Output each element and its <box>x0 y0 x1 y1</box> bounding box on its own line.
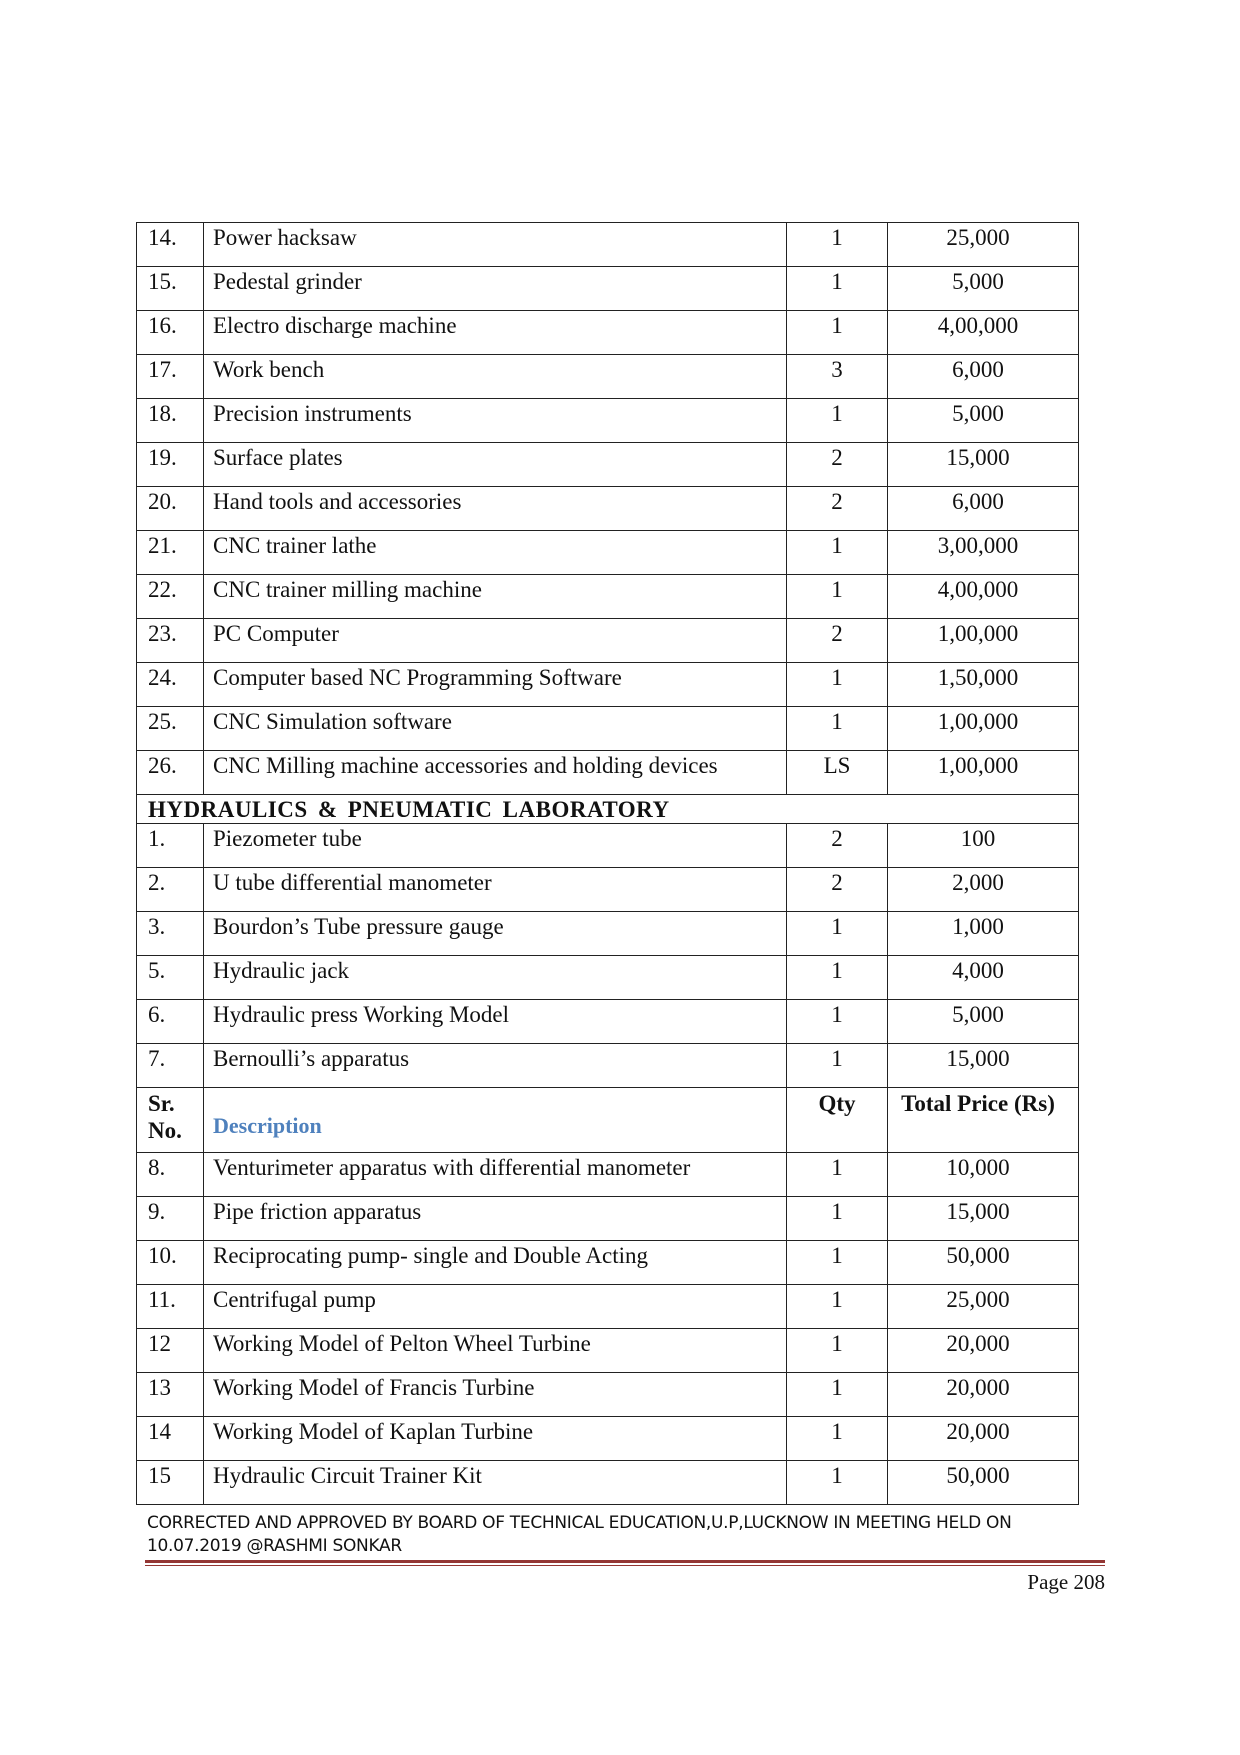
table-row <box>137 1417 1079 1461</box>
cell-total-price: 20,000 <box>888 1373 1079 1417</box>
cell-sr-no: 18. <box>137 399 204 443</box>
table-row <box>137 912 1079 956</box>
cell-sr-no: 22. <box>137 575 204 619</box>
cell-qty: 1 <box>787 1461 888 1505</box>
cell-qty: 1 <box>787 1329 888 1373</box>
table-row <box>137 1044 1079 1088</box>
table-row <box>137 1373 1079 1417</box>
cell-description: Computer based NC Programming Software <box>204 663 787 707</box>
cell-qty: 1 <box>787 1241 888 1285</box>
cell-qty: 1 <box>787 912 888 956</box>
footer-divider-thin <box>145 1565 1105 1566</box>
cell-description: Power hacksaw <box>204 223 787 267</box>
table-row <box>137 663 1079 707</box>
page-number: Page 208 <box>1027 1570 1105 1594</box>
cell-qty: 1 <box>787 531 888 575</box>
table-row <box>137 575 1079 619</box>
cell-sr-no: 5. <box>137 956 204 1000</box>
header-description: Description <box>204 1088 787 1153</box>
table-body-part-1 <box>137 223 1079 795</box>
cell-description: PC Computer <box>204 619 787 663</box>
cell-sr-no: 8. <box>137 1153 204 1197</box>
table-row <box>137 1153 1079 1197</box>
cell-description: U tube differential manometer <box>204 868 787 912</box>
cell-sr-no: 15 <box>137 1461 204 1505</box>
cell-description: Working Model of Kaplan Turbine <box>204 1417 787 1461</box>
cell-total-price: 3,00,000 <box>888 531 1079 575</box>
cell-qty: 2 <box>787 868 888 912</box>
table-row <box>137 267 1079 311</box>
cell-total-price: 4,000 <box>888 956 1079 1000</box>
table-row <box>137 824 1079 868</box>
cell-description: CNC trainer lathe <box>204 531 787 575</box>
cell-description: Electro discharge machine <box>204 311 787 355</box>
cell-sr-no: 23. <box>137 619 204 663</box>
cell-total-price: 1,00,000 <box>888 707 1079 751</box>
header-qty: Qty <box>787 1088 888 1153</box>
table-row <box>137 707 1079 751</box>
cell-sr-no: 3. <box>137 912 204 956</box>
cell-qty: 1 <box>787 956 888 1000</box>
cell-qty: 1 <box>787 575 888 619</box>
cell-sr-no: 14. <box>137 223 204 267</box>
header-sr-no: Sr. No. <box>137 1088 204 1153</box>
table-body-part-2 <box>137 824 1079 1088</box>
table-row <box>137 355 1079 399</box>
cell-qty: 1 <box>787 399 888 443</box>
cell-sr-no: 14 <box>137 1417 204 1461</box>
cell-total-price: 50,000 <box>888 1241 1079 1285</box>
table-row <box>137 751 1079 795</box>
cell-total-price: 10,000 <box>888 1153 1079 1197</box>
table-section <box>137 795 1079 824</box>
cell-total-price: 4,00,000 <box>888 575 1079 619</box>
cell-sr-no: 15. <box>137 267 204 311</box>
table-row <box>137 399 1079 443</box>
table-row <box>137 1000 1079 1044</box>
table-row <box>137 311 1079 355</box>
column-header-row <box>137 1088 1079 1153</box>
cell-sr-no: 11. <box>137 1285 204 1329</box>
cell-description: CNC Milling machine accessories and holding devices <box>204 751 787 795</box>
cell-qty: 1 <box>787 1417 888 1461</box>
cell-sr-no: 6. <box>137 1000 204 1044</box>
cell-description: CNC Simulation software <box>204 707 787 751</box>
table-row <box>137 223 1079 267</box>
cell-qty: 2 <box>787 824 888 868</box>
table-row <box>137 443 1079 487</box>
cell-total-price: 5,000 <box>888 1000 1079 1044</box>
cell-total-price: 25,000 <box>888 223 1079 267</box>
cell-description: Venturimeter apparatus with differential manometer <box>204 1153 787 1197</box>
cell-total-price: 1,50,000 <box>888 663 1079 707</box>
cell-sr-no: 13 <box>137 1373 204 1417</box>
cell-qty: 1 <box>787 1197 888 1241</box>
cell-sr-no: 17. <box>137 355 204 399</box>
cell-qty: 2 <box>787 443 888 487</box>
cell-description: Pedestal grinder <box>204 267 787 311</box>
cell-description: Piezometer tube <box>204 824 787 868</box>
cell-description: Hand tools and accessories <box>204 487 787 531</box>
cell-sr-no: 12 <box>137 1329 204 1373</box>
cell-sr-no: 9. <box>137 1197 204 1241</box>
cell-sr-no: 2. <box>137 868 204 912</box>
cell-qty: 1 <box>787 707 888 751</box>
table-row <box>137 619 1079 663</box>
cell-qty: LS <box>787 751 888 795</box>
cell-description: Work bench <box>204 355 787 399</box>
cell-total-price: 5,000 <box>888 399 1079 443</box>
cell-total-price: 100 <box>888 824 1079 868</box>
cell-sr-no: 25. <box>137 707 204 751</box>
cell-sr-no: 16. <box>137 311 204 355</box>
cell-qty: 1 <box>787 663 888 707</box>
table-row <box>137 1197 1079 1241</box>
header-total-price: Total Price (Rs) <box>888 1088 1079 1153</box>
cell-sr-no: 24. <box>137 663 204 707</box>
cell-qty: 1 <box>787 1373 888 1417</box>
cell-total-price: 1,00,000 <box>888 751 1079 795</box>
cell-qty: 1 <box>787 1285 888 1329</box>
cell-qty: 1 <box>787 1000 888 1044</box>
cell-qty: 1 <box>787 223 888 267</box>
cell-description: Working Model of Pelton Wheel Turbine <box>204 1329 787 1373</box>
table-row <box>137 868 1079 912</box>
cell-sr-no: 20. <box>137 487 204 531</box>
cell-sr-no: 19. <box>137 443 204 487</box>
cell-description: Bernoulli’s apparatus <box>204 1044 787 1088</box>
cell-description: Hydraulic Circuit Trainer Kit <box>204 1461 787 1505</box>
cell-qty: 1 <box>787 311 888 355</box>
section-header-row <box>137 795 1079 824</box>
footer-approval-note: CORRECTED AND APPROVED BY BOARD OF TECHNICAL EDUCATION,U.P,LUCKNOW IN MEETING HELD ON 10.07.2019 @RASHMI SONKAR <box>147 1513 1012 1556</box>
cell-total-price: 4,00,000 <box>888 311 1079 355</box>
cell-total-price: 25,000 <box>888 1285 1079 1329</box>
cell-qty: 2 <box>787 619 888 663</box>
cell-description: Reciprocating pump- single and Double Acting <box>204 1241 787 1285</box>
cell-sr-no: 7. <box>137 1044 204 1088</box>
cell-total-price: 15,000 <box>888 1044 1079 1088</box>
table-body-part-3 <box>137 1153 1079 1505</box>
cell-total-price: 15,000 <box>888 443 1079 487</box>
cell-total-price: 6,000 <box>888 487 1079 531</box>
cell-total-price: 20,000 <box>888 1329 1079 1373</box>
cell-sr-no: 10. <box>137 1241 204 1285</box>
table-header <box>137 1088 1079 1153</box>
cell-description: CNC trainer milling machine <box>204 575 787 619</box>
cell-total-price: 1,000 <box>888 912 1079 956</box>
equipment-table <box>136 222 1079 1505</box>
cell-description: Surface plates <box>204 443 787 487</box>
cell-qty: 1 <box>787 1153 888 1197</box>
table-row <box>137 487 1079 531</box>
cell-sr-no: 1. <box>137 824 204 868</box>
table-row <box>137 531 1079 575</box>
cell-total-price: 20,000 <box>888 1417 1079 1461</box>
section-title: HYDRAULICS & PNEUMATIC LABORATORY <box>137 795 1079 824</box>
table-row <box>137 1461 1079 1505</box>
cell-description: Bourdon’s Tube pressure gauge <box>204 912 787 956</box>
cell-description: Hydraulic press Working Model <box>204 1000 787 1044</box>
cell-description: Hydraulic jack <box>204 956 787 1000</box>
table-row <box>137 1329 1079 1373</box>
table-row <box>137 1285 1079 1329</box>
cell-description: Centrifugal pump <box>204 1285 787 1329</box>
table-row <box>137 956 1079 1000</box>
cell-qty: 3 <box>787 355 888 399</box>
cell-total-price: 15,000 <box>888 1197 1079 1241</box>
cell-description: Precision instruments <box>204 399 787 443</box>
cell-description: Pipe friction apparatus <box>204 1197 787 1241</box>
cell-description: Working Model of Francis Turbine <box>204 1373 787 1417</box>
cell-total-price: 50,000 <box>888 1461 1079 1505</box>
cell-sr-no: 21. <box>137 531 204 575</box>
cell-qty: 2 <box>787 487 888 531</box>
cell-total-price: 2,000 <box>888 868 1079 912</box>
cell-qty: 1 <box>787 267 888 311</box>
cell-sr-no: 26. <box>137 751 204 795</box>
footer-divider <box>145 1560 1105 1563</box>
cell-total-price: 5,000 <box>888 267 1079 311</box>
cell-total-price: 1,00,000 <box>888 619 1079 663</box>
cell-total-price: 6,000 <box>888 355 1079 399</box>
cell-qty: 1 <box>787 1044 888 1088</box>
table-row <box>137 1241 1079 1285</box>
